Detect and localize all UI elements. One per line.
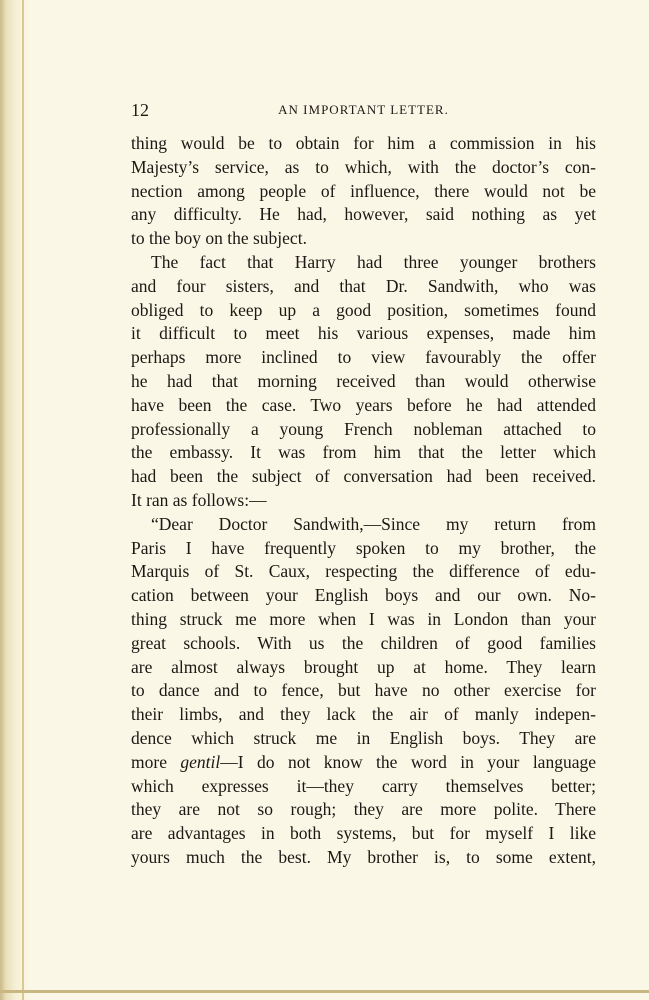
text-line: great schools. With us the children of good families — [131, 632, 596, 653]
text-line: cation between your English boys and our own. No- — [131, 585, 596, 606]
text-line: he had that morning received than would otherwise — [131, 370, 596, 391]
text-line: the embassy. It was from him that the letter which — [131, 442, 596, 463]
body-text — [131, 132, 596, 870]
text-line: Marquis of St. Caux, respecting the difference of edu- — [131, 561, 596, 582]
text-segment: —I do not know the word in your language — [220, 751, 596, 772]
text-segment: more — [131, 751, 181, 772]
text-line: have been the case. Two years before he had attended — [131, 394, 596, 415]
text-line: any difficulty. He had, however, said nothing as yet — [131, 204, 596, 225]
page-edge-rule — [0, 990, 649, 993]
text-line: Majesty’s service, as to which, with the doctor’s con- — [131, 156, 596, 177]
text-line: dence which struck me in English boys. They are — [131, 727, 596, 748]
text-line: “Dear Doctor Sandwith,—Since my return from — [151, 513, 596, 534]
text-line: It ran as follows:— — [131, 489, 267, 510]
text-line: obliged to keep up a good position, sometimes found — [131, 299, 596, 320]
running-head: AN IMPORTANT LETTER. — [278, 102, 449, 117]
text-line: and four sisters, and that Dr. Sandwith, who was — [131, 275, 596, 296]
text-line: yours much the best. My brother is, to some extent, — [131, 846, 596, 867]
text-line: are advantages in both systems, but for myself I like — [131, 823, 596, 844]
binding-gutter — [22, 0, 24, 1000]
text-line: had been the subject of conversation had been received. — [131, 466, 596, 487]
text-line: perhaps more inclined to view favourably the offer — [131, 347, 596, 368]
text-line: to the boy on the subject. — [131, 228, 307, 249]
text-line: thing would be to obtain for him a commission in his — [131, 133, 596, 153]
text-line: are almost always brought up at home. They learn — [131, 656, 596, 677]
text-line: it difficult to meet his various expenses, made him — [131, 323, 596, 344]
text-line: Paris I have frequently spoken to my brother, the — [131, 537, 596, 558]
text-line: they are not so rough; they are more polite. There — [131, 799, 596, 820]
text-line: their limbs, and they lack the air of manly indepen- — [131, 704, 596, 725]
italic-word: gentil — [180, 751, 221, 772]
text-line: nection among people of influence, there would not be — [131, 180, 596, 201]
page-header — [131, 100, 596, 122]
text-line: professionally a young French nobleman attached to — [131, 418, 596, 439]
text-line: to dance and to fence, but have no other exercise for — [131, 680, 596, 701]
text-line: The fact that Harry had three younger brothers — [151, 251, 596, 272]
text-line — [131, 751, 596, 775]
text-line: thing struck me more when I was in London than your — [131, 608, 596, 629]
text-line: which expresses it—they carry themselves better; — [131, 775, 596, 796]
page-number: 12 — [131, 100, 149, 120]
